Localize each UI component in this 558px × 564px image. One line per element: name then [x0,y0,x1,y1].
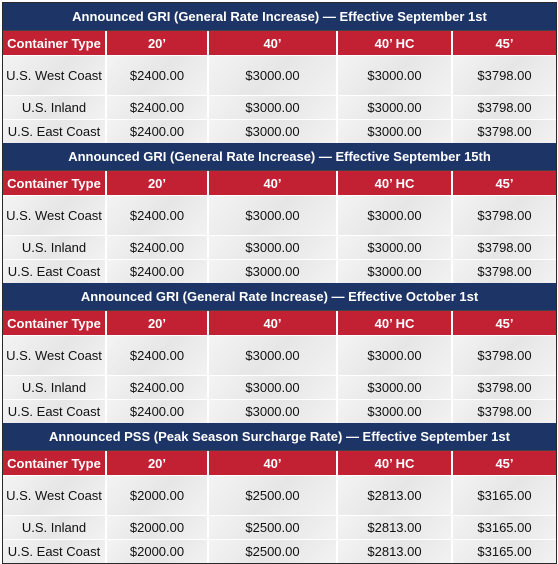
column-header: 20’ [107,451,209,475]
column-header: 40’ [209,31,338,55]
rate-cell: $3165.00 [453,540,556,563]
rate-cell: $2400.00 [107,120,209,143]
rate-cell: $3798.00 [453,196,556,235]
rate-section-4 [3,423,556,563]
container-type-header: Container Type [3,311,107,335]
rate-cell: $3000.00 [338,400,453,423]
table-row-east-coast [3,260,556,283]
region-label: U.S. West Coast [3,56,107,95]
table-row-west-coast [3,476,556,516]
rate-cell: $3000.00 [209,236,338,259]
column-header-row [3,31,556,56]
rate-rows [3,196,556,283]
region-label: U.S. Inland [3,236,107,259]
rate-cell: $2400.00 [107,400,209,423]
table-row-west-coast [3,336,556,376]
table-row-inland [3,96,556,120]
region-label: U.S. East Coast [3,260,107,283]
rate-cell: $3000.00 [209,120,338,143]
rate-cell: $3798.00 [453,56,556,95]
region-label: U.S. Inland [3,516,107,539]
rate-cell: $2500.00 [209,476,338,515]
rate-cell: $2500.00 [209,540,338,563]
region-label: U.S. West Coast [3,336,107,375]
column-header: 20’ [107,311,209,335]
section-title: Announced GRI (General Rate Increase) — Effective September 1st [3,3,556,31]
rate-cell: $3000.00 [338,120,453,143]
container-type-header: Container Type [3,31,107,55]
table-row-inland [3,516,556,540]
rate-cell: $2400.00 [107,56,209,95]
rate-section-2 [3,143,556,283]
rate-cell: $3165.00 [453,476,556,515]
rate-cell: $3000.00 [209,376,338,399]
rate-cell: $3000.00 [209,56,338,95]
column-header: 20’ [107,171,209,195]
rate-cell: $3798.00 [453,96,556,119]
column-header: 40’ [209,171,338,195]
rate-section-1 [3,3,556,143]
region-label: U.S. East Coast [3,540,107,563]
column-header: 20’ [107,31,209,55]
column-header: 40’ [209,311,338,335]
rate-cell: $3000.00 [209,96,338,119]
rate-cell: $2400.00 [107,336,209,375]
rate-rows [3,56,556,143]
rate-section-3 [3,283,556,423]
column-header: 45’ [453,31,556,55]
rate-cell: $2813.00 [338,540,453,563]
column-header: 40’ HC [338,171,453,195]
rate-cell: $2400.00 [107,96,209,119]
table-row-west-coast [3,196,556,236]
rate-cell: $3000.00 [338,260,453,283]
rate-cell: $2000.00 [107,476,209,515]
column-header: 45’ [453,311,556,335]
rate-cell: $2400.00 [107,236,209,259]
region-label: U.S. Inland [3,376,107,399]
rate-cell: $2000.00 [107,516,209,539]
table-row-inland [3,376,556,400]
column-header-row [3,311,556,336]
column-header: 40’ HC [338,451,453,475]
column-header: 45’ [453,451,556,475]
column-header: 45’ [453,171,556,195]
table-row-east-coast [3,120,556,143]
rate-cell: $3798.00 [453,400,556,423]
region-label: U.S. East Coast [3,120,107,143]
table-row-west-coast [3,56,556,96]
column-header: 40’ HC [338,311,453,335]
section-title: Announced GRI (General Rate Increase) — Effective September 15th [3,143,556,171]
column-header: 40’ [209,451,338,475]
table-row-east-coast [3,400,556,423]
rate-cell: $3798.00 [453,376,556,399]
rate-cell: $2400.00 [107,196,209,235]
region-label: U.S. West Coast [3,196,107,235]
region-label: U.S. West Coast [3,476,107,515]
rate-rows [3,336,556,423]
rate-cell: $3000.00 [338,336,453,375]
section-title: Announced GRI (General Rate Increase) — Effective October 1st [3,283,556,311]
table-row-inland [3,236,556,260]
rate-cell: $3798.00 [453,260,556,283]
rate-cell: $3165.00 [453,516,556,539]
table-row-east-coast [3,540,556,563]
region-label: U.S. Inland [3,96,107,119]
container-type-header: Container Type [3,171,107,195]
rate-cell: $3000.00 [338,56,453,95]
rate-table [2,2,557,564]
rate-cell: $2500.00 [209,516,338,539]
region-label: U.S. East Coast [3,400,107,423]
rate-cell: $2813.00 [338,516,453,539]
rate-cell: $3798.00 [453,336,556,375]
rate-cell: $3000.00 [338,96,453,119]
column-header-row [3,451,556,476]
rate-cell: $3000.00 [209,400,338,423]
rate-cell: $2400.00 [107,376,209,399]
rate-cell: $3000.00 [338,376,453,399]
rate-cell: $3798.00 [453,120,556,143]
rate-cell: $2813.00 [338,476,453,515]
rate-cell: $3000.00 [338,196,453,235]
rate-cell: $3000.00 [338,236,453,259]
rate-cell: $3000.00 [209,196,338,235]
column-header: 40’ HC [338,31,453,55]
rate-cell: $3000.00 [209,260,338,283]
rate-cell: $2000.00 [107,540,209,563]
container-type-header: Container Type [3,451,107,475]
column-header-row [3,171,556,196]
rate-cell: $3798.00 [453,236,556,259]
rate-rows [3,476,556,563]
rate-cell: $3000.00 [209,336,338,375]
rate-cell: $2400.00 [107,260,209,283]
section-title: Announced PSS (Peak Season Surcharge Rate) — Effective September 1st [3,423,556,451]
